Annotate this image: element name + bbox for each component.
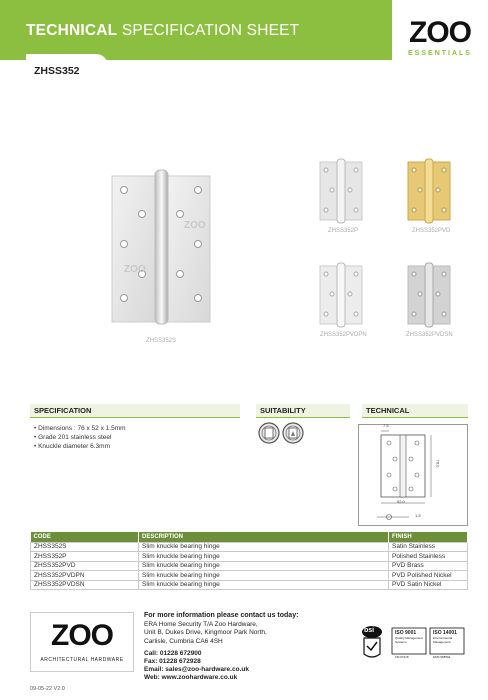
brand-logo-subtitle: ESSENTIALS — [408, 50, 472, 57]
footer-logo-subtitle: ARCHITECTURAL HARDWARE — [40, 657, 124, 663]
cell-description: Slim knuckle bearing hinge — [139, 571, 389, 581]
svg-text:ZOO: ZOO — [184, 220, 206, 231]
variant-caption-1: ZHSS352P — [328, 228, 359, 234]
dim-side-label: 76.0 — [435, 459, 441, 468]
bsi-label: bsi — [364, 627, 375, 634]
technical-drawing — [358, 424, 468, 526]
phone-number: Call: 01228 672900 — [144, 649, 202, 657]
main-image-caption: ZHSS352S — [146, 338, 177, 344]
footer-logo — [30, 612, 134, 672]
cell-finish: PVD Satin Nickel — [389, 580, 468, 590]
table-header-row — [31, 532, 468, 542]
internal-door-icon — [258, 422, 280, 444]
table-row — [31, 552, 468, 562]
cell-code: ZHSS352PVDPN — [31, 571, 139, 581]
footer-logo-text: ZOO — [51, 619, 113, 652]
cell-code: ZHSS352PVD — [31, 561, 139, 571]
variant-hinge-image-3 — [318, 262, 364, 328]
address-line: Carlisle, Cumbria CA6 4SH — [144, 637, 223, 645]
variant-hinge-image-2 — [406, 158, 452, 224]
document-date: 09-05-22 V2.0 — [30, 686, 65, 692]
website-link[interactable]: Web: www.zoohardware.co.uk — [144, 674, 238, 682]
cell-finish: PVD Brass — [389, 561, 468, 571]
variant-caption-4: ZHSS352PVDSN — [406, 332, 453, 338]
cell-finish: Satin Stainless — [389, 542, 468, 552]
table-row — [31, 571, 468, 581]
column-header-code: CODE — [31, 532, 139, 542]
spec-item: • Dimensions : 76 x 52 x 1.5mm — [34, 424, 126, 433]
column-header-description: DESCRIPTION — [139, 532, 389, 542]
section-title: SUITABILITY — [260, 406, 306, 415]
table-row — [31, 561, 468, 571]
section-header-technical — [362, 404, 468, 418]
dim-bottom-label: 52.0 — [397, 499, 405, 504]
fax-number: Fax: 01228 672928 — [144, 658, 201, 666]
section-header-specification — [30, 404, 240, 418]
cell-description: Slim knuckle bearing hinge — [139, 542, 389, 552]
cell-finish: PVD Polished Nickel — [389, 571, 468, 581]
svg-text:ZOO: ZOO — [124, 264, 146, 275]
iso9001-subtitle: Quality Management Systems — [395, 636, 423, 644]
iso14001-label: ISO 14001 — [433, 630, 457, 636]
certification-logos — [356, 622, 468, 662]
page-title: TECHNICAL SPECIFICATION SHEET — [26, 22, 300, 39]
cell-code: ZHSS352PVDSN — [31, 580, 139, 590]
cell-code: ZHSS352S — [31, 542, 139, 552]
iso14001-subtitle: Environmental Management — [433, 636, 453, 644]
product-code: ZHSS352 — [34, 65, 80, 77]
variant-hinge-image-4 — [406, 262, 452, 328]
product-code-wrapper — [26, 60, 98, 82]
contact-lead: For more information please contact us today: — [144, 612, 299, 619]
section-title: TECHNICAL — [366, 406, 410, 415]
cell-description: Slim knuckle bearing hinge — [139, 580, 389, 590]
cell-description: Slim knuckle bearing hinge — [139, 552, 389, 562]
address-line: Unit B, Dukes Drive, Kingmoor Park North, — [144, 629, 267, 637]
spec-item: • Grade 201 stainless steel — [34, 433, 126, 442]
contact-block — [144, 612, 298, 683]
table-row — [31, 580, 468, 590]
table-row — [31, 542, 468, 552]
cell-description: Slim knuckle bearing hinge — [139, 561, 389, 571]
section-header-suitability — [256, 404, 350, 418]
variant-caption-3: ZHSS352PVDPN — [320, 332, 367, 338]
variant-hinge-image-1 — [318, 158, 364, 224]
section-title: SPECIFICATION — [34, 406, 92, 415]
specification-list — [34, 424, 126, 451]
product-table — [30, 532, 468, 590]
main-hinge-image — [108, 168, 220, 328]
address-line: ERA Home Security T/A Zoo Hardware, — [144, 621, 258, 629]
header-banner — [0, 0, 392, 60]
column-header-finish: FINISH — [389, 532, 468, 542]
iso9001-number: FM 97418 — [395, 655, 409, 659]
dim-thickness-label: 1.5 — [415, 513, 421, 518]
cell-code: ZHSS352P — [31, 552, 139, 562]
email-link[interactable]: Email: sales@zoo-hardware.co.uk — [144, 666, 249, 674]
brand-logo-text: ZOO — [409, 16, 471, 49]
iso14001-number: EMS 568594 — [433, 655, 451, 659]
iso9001-label: ISO 9001 — [395, 630, 417, 636]
variant-caption-2: ZHSS352PVD — [412, 228, 451, 234]
cell-finish: Polished Stainless — [389, 552, 468, 562]
dim-top-label: 7.5 — [383, 423, 389, 428]
brand-logo — [392, 0, 488, 84]
fire-door-icon — [282, 422, 304, 444]
spec-item: • Knuckle diameter 6.3mm — [34, 442, 126, 451]
